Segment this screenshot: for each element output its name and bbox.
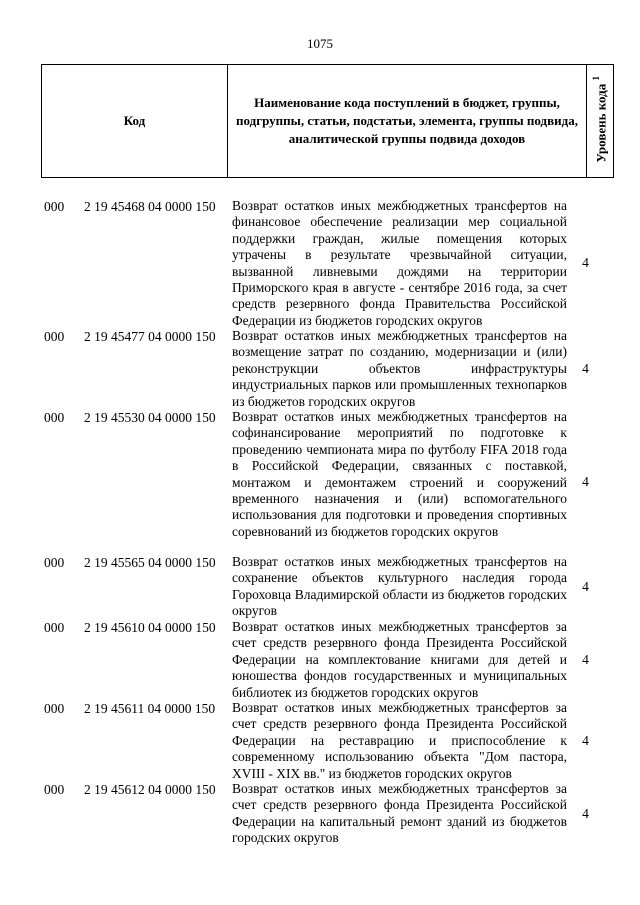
code-level: 4	[582, 255, 589, 270]
header-level-label: Уровень кода	[593, 83, 609, 163]
code-level: 4	[582, 732, 589, 748]
revenue-name: Возврат остатков иных межбюджетных трансфертов на сохранение объектов культурного наследия города Гороховца Владимирской области из бюджетов городских округов	[232, 554, 567, 619]
page-number: 1075	[307, 36, 333, 51]
revenue-name: Возврат остатков иных межбюджетных трансфертов на возмещение затрат по созданию, модернизации и (или) реконструкции объектов инфраструктуры индустриальных парков или промышленных технопарков из бюджетов городских округов	[232, 328, 567, 409]
table-body	[44, 198, 604, 847]
table-row	[44, 198, 604, 328]
revenue-code: 2 19 45477 04 0000 150	[84, 329, 216, 344]
revenue-name: Возврат остатков иных межбюджетных трансфертов на софинансирование мероприятий по подготовке к проведению чемпионата мира по футболу FIFA 2018 года в Российской Федерации, связанных с поставкой, монтажом и демонтажем строений и сооружений временного назначения и (или) вспомогательного использования для подготовки и проведения спортивных соревнований из бюджетов городских округов	[232, 409, 567, 539]
admin-code: 000	[44, 410, 65, 425]
revenue-code: 2 19 45468 04 0000 150	[84, 199, 216, 214]
code-level: 4	[582, 651, 589, 667]
table-row	[44, 781, 604, 847]
table-row	[44, 328, 604, 409]
table-row	[44, 409, 604, 554]
header-name: Наименование кода поступлений в бюджет, группы, подгруппы, статьи, подстатьи, элемента, группы подвида, аналитической группы подвида доходов	[228, 65, 587, 178]
header-level	[587, 65, 614, 178]
table-row	[44, 554, 604, 619]
table-row	[44, 619, 604, 700]
revenue-code: 2 19 45612 04 0000 150	[84, 782, 216, 797]
code-level: 4	[582, 806, 589, 821]
revenue-name: Возврат остатков иных межбюджетных трансфертов за счет средств резервного фонда Президента Российской Федерации на реставрацию и приспособление к современному использованию объекта "Дом пастора, XVIII - XIX вв." из бюджетов городских округов	[232, 700, 567, 781]
admin-code: 000	[44, 555, 65, 570]
admin-code: 000	[44, 701, 65, 716]
admin-code: 000	[44, 199, 65, 214]
table-header	[41, 64, 614, 178]
revenue-code: 2 19 45530 04 0000 150	[84, 410, 216, 425]
admin-code: 000	[44, 782, 65, 797]
code-level: 4	[582, 473, 589, 489]
table-row	[44, 700, 604, 781]
revenue-name: Возврат остатков иных межбюджетных трансфертов за счет средств резервного фонда Президента Российской Федерации на комплектование книгами для детей и юношества фондов государственных и муниципальных библиотек из бюджетов городских округов	[232, 619, 567, 700]
admin-code: 000	[44, 620, 65, 635]
revenue-name: Возврат остатков иных межбюджетных трансфертов на финансовое обеспечение реализации мер социальной поддержки граждан, жилые помещения которых утрачены в результате чрезвычайной ситуации, вызванной ливневыми дождями на территории Приморского края в августе - сентябре 2016 года, за счет средств резервного фонда Правительства Российской Федерации из бюджетов городских округов	[232, 198, 567, 328]
admin-code: 000	[44, 329, 65, 344]
code-level: 4	[582, 360, 589, 376]
header-level-footnote: 1	[590, 75, 601, 81]
revenue-code: 2 19 45610 04 0000 150	[84, 620, 216, 635]
code-level: 4	[582, 578, 589, 594]
revenue-name: Возврат остатков иных межбюджетных трансфертов за счет средств резервного фонда Президента Российской Федерации на капитальный ремонт зданий из бюджетов городских округов	[232, 781, 567, 846]
revenue-code: 2 19 45611 04 0000 150	[84, 701, 216, 716]
header-code: Код	[42, 65, 228, 178]
revenue-code: 2 19 45565 04 0000 150	[84, 555, 216, 570]
